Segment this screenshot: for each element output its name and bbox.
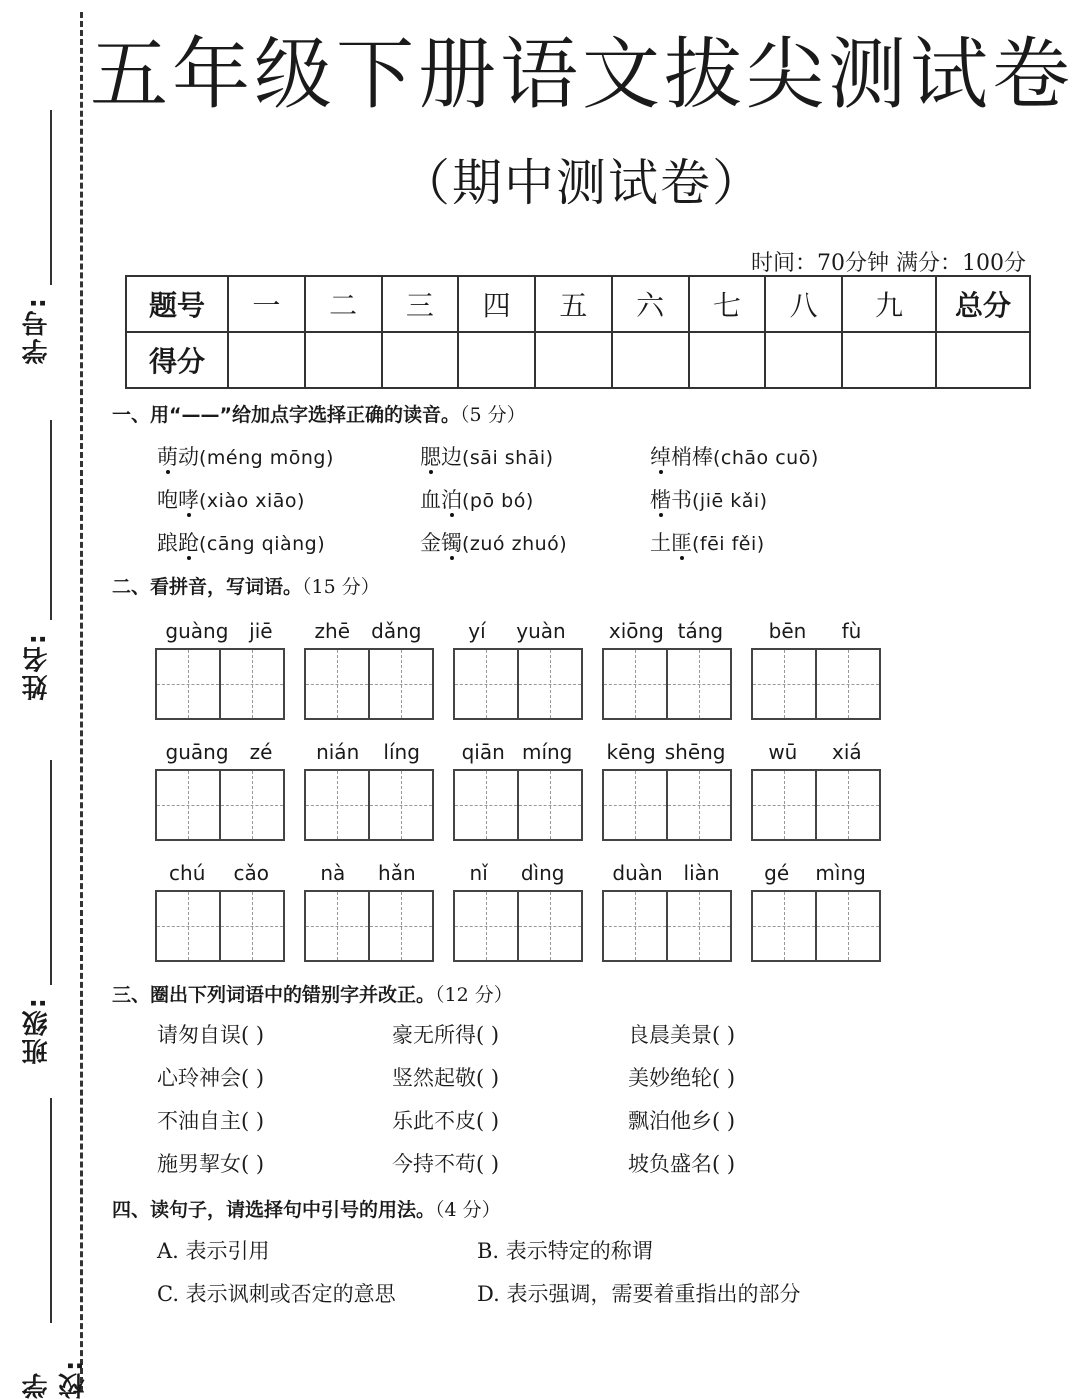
emphasis-dot — [659, 470, 663, 474]
writing-grid[interactable] — [304, 769, 434, 841]
item-pinyin-choices: (sāi shāi) — [462, 447, 554, 469]
item-word: 腮边 — [420, 445, 462, 469]
grid-cell[interactable] — [157, 650, 221, 718]
item-word: 金镯 — [420, 531, 462, 555]
grid-cell[interactable] — [604, 771, 668, 839]
item-word: 萌动 — [157, 445, 199, 469]
item-word: 土匪 — [650, 531, 692, 555]
pinyin-label — [155, 740, 283, 764]
pinyin-syllable: nà — [320, 861, 346, 885]
score-cell[interactable] — [612, 332, 689, 388]
pinyin-label — [453, 619, 581, 643]
pinyin-syllable: qiān — [461, 740, 505, 764]
score-table-score-row — [126, 332, 1030, 388]
item-pinyin-choices: (méng mōng) — [199, 447, 334, 469]
typo-item[interactable]: 飘泊他乡( ) — [628, 1109, 736, 1133]
option-b[interactable]: B. 表示特定的称谓 — [477, 1239, 653, 1263]
page-title: 五年级下册语文拔尖测试卷 — [90, 30, 1074, 120]
section3-title-text: 三、圈出下列词语中的错别字并改正。 — [112, 984, 436, 1006]
pinyin-syllable: nián — [316, 740, 360, 764]
writing-grid[interactable] — [602, 890, 732, 962]
student-no-fill-line — [50, 110, 52, 285]
pinyin-syllable: dìng — [520, 861, 565, 885]
score-cell[interactable] — [936, 332, 1030, 388]
pinyin-label — [453, 740, 581, 764]
grid-cell[interactable] — [370, 771, 432, 839]
pinyin-syllable: bēn — [768, 619, 807, 643]
pinyin-syllable: shēng — [664, 740, 726, 764]
section2-title-text: 二、看拼音，写词语。 — [112, 576, 303, 598]
section1-title — [112, 400, 526, 427]
score-cell[interactable] — [765, 332, 842, 388]
score-header-col: 六 — [612, 276, 689, 332]
school-fill-line — [50, 1098, 52, 1323]
pinyin-syllable: líng — [383, 740, 420, 764]
grid-cell[interactable] — [221, 771, 283, 839]
typo-item[interactable]: 心玲神会( ) — [157, 1066, 265, 1090]
pinyin-label — [602, 861, 730, 885]
writing-grid[interactable] — [304, 890, 434, 962]
pinyin-syllable: táng — [677, 619, 724, 643]
pinyin-syllable: jiē — [249, 619, 273, 643]
section1-points: （5 分） — [459, 404, 526, 426]
grid-cell[interactable] — [817, 892, 879, 960]
score-row-label: 得分 — [126, 332, 228, 388]
writing-grid[interactable] — [602, 648, 732, 720]
item-pinyin-choices: (zuó zhuó) — [462, 533, 568, 555]
score-cell[interactable] — [382, 332, 459, 388]
pinyin-syllable: xiōng — [608, 619, 664, 643]
school-label: 学校: — [22, 1358, 89, 1399]
pronunciation-item[interactable] — [650, 484, 768, 514]
grid-cell[interactable] — [519, 892, 581, 960]
grid-cell[interactable] — [306, 650, 370, 718]
writing-grid[interactable] — [453, 648, 583, 720]
pinyin-syllable: hǎn — [378, 861, 416, 885]
grid-cell[interactable] — [455, 771, 519, 839]
item-pinyin-choices: (xiào xiāo) — [199, 490, 305, 512]
section4-title-text: 四、读句子，请选择句中引号的用法。 — [112, 1199, 436, 1221]
score-header-col: 七 — [689, 276, 766, 332]
writing-grid[interactable] — [751, 769, 881, 841]
item-pinyin-choices: (chāo cuō) — [713, 447, 819, 469]
pronunciation-item[interactable] — [420, 441, 554, 471]
section2-title — [112, 572, 380, 599]
grid-cell[interactable] — [817, 771, 879, 839]
writing-grid[interactable] — [155, 648, 285, 720]
writing-grid[interactable] — [751, 890, 881, 962]
item-pinyin-choices: (pō bó) — [462, 490, 534, 512]
pinyin-syllable: guàng — [165, 619, 229, 643]
pinyin-syllable: duàn — [612, 861, 663, 885]
page-subtitle: （期中测试卷） — [400, 154, 764, 212]
student-no-label: 学号: — [22, 296, 52, 365]
emphasis-dot — [429, 470, 433, 474]
binding-dashed-line — [80, 12, 83, 1392]
score-cell[interactable] — [305, 332, 382, 388]
pinyin-syllable: fù — [841, 619, 862, 643]
pinyin-label — [602, 740, 730, 764]
typo-item[interactable]: 坡负盛名( ) — [628, 1152, 736, 1176]
grid-cell[interactable] — [157, 771, 221, 839]
pinyin-label — [751, 861, 879, 885]
pronunciation-item[interactable] — [157, 441, 334, 471]
pinyin-syllable: liàn — [683, 861, 720, 885]
typo-item[interactable]: 美妙绝轮( ) — [628, 1066, 736, 1090]
score-table — [125, 275, 1031, 389]
typo-item[interactable]: 良晨美景( ) — [628, 1023, 736, 1047]
item-word: 血泊 — [420, 488, 462, 512]
pinyin-syllable: yuàn — [516, 619, 566, 643]
pinyin-syllable: wū — [768, 740, 798, 764]
pronunciation-item[interactable] — [420, 527, 567, 557]
score-header-col: 一 — [228, 276, 305, 332]
score-header-col: 九 — [842, 276, 936, 332]
section2-points: （15 分） — [302, 576, 380, 598]
section1-title-text: 一、用“——”给加点字选择正确的读音。 — [112, 404, 460, 426]
pinyin-syllable: kēng — [606, 740, 656, 764]
score-cell[interactable] — [535, 332, 612, 388]
writing-grid[interactable] — [155, 769, 285, 841]
score-header-col: 三 — [382, 276, 459, 332]
pinyin-label — [304, 861, 432, 885]
item-word: 踉跄 — [157, 531, 199, 555]
grid-cell[interactable] — [455, 892, 519, 960]
section3-points: （12 分） — [435, 984, 513, 1006]
item-word: 咆哮 — [157, 488, 199, 512]
pronunciation-item[interactable] — [157, 484, 305, 514]
item-pinyin-choices: (cāng qiàng) — [199, 533, 326, 555]
grid-cell[interactable] — [668, 892, 730, 960]
pinyin-syllable: guāng — [165, 740, 229, 764]
score-table-header-row — [126, 276, 1030, 332]
item-pinyin-choices: (fēi fěi) — [692, 533, 765, 555]
score-cell[interactable] — [458, 332, 535, 388]
time-score-info: 时间：70分钟 满分：100分 — [751, 251, 1026, 276]
grid-cell[interactable] — [753, 771, 817, 839]
typo-item[interactable]: 施男挈女( ) — [157, 1152, 265, 1176]
pinyin-syllable: nǐ — [469, 861, 488, 885]
pinyin-label — [155, 861, 283, 885]
pinyin-label — [602, 619, 730, 643]
pinyin-syllable: xiá — [832, 740, 862, 764]
score-cell[interactable] — [842, 332, 936, 388]
writing-grid[interactable] — [602, 769, 732, 841]
grid-cell[interactable] — [753, 892, 817, 960]
typo-item[interactable]: 今持不苟( ) — [392, 1152, 500, 1176]
grid-cell[interactable] — [370, 892, 432, 960]
emphasis-dot — [680, 556, 684, 560]
item-word: 绰梢棒 — [650, 445, 713, 469]
score-header-label: 题号 — [126, 276, 228, 332]
grid-cell[interactable] — [221, 892, 283, 960]
emphasis-dot — [187, 513, 191, 517]
grid-cell[interactable] — [306, 771, 370, 839]
writing-grid[interactable] — [304, 648, 434, 720]
item-word: 楷书 — [650, 488, 692, 512]
emphasis-dot — [450, 556, 454, 560]
grid-cell[interactable] — [455, 650, 519, 718]
score-cell[interactable] — [689, 332, 766, 388]
grid-cell[interactable] — [157, 892, 221, 960]
grid-cell[interactable] — [668, 771, 730, 839]
pinyin-syllable: míng — [521, 740, 573, 764]
score-header-col: 二 — [305, 276, 382, 332]
pinyin-label — [304, 619, 432, 643]
typo-item[interactable]: 豪无所得( ) — [392, 1023, 500, 1047]
grid-cell[interactable] — [306, 892, 370, 960]
emphasis-dot — [659, 513, 663, 517]
option-a[interactable]: A. 表示引用 — [157, 1239, 270, 1263]
pronunciation-item[interactable] — [650, 441, 819, 471]
score-header-col: 五 — [535, 276, 612, 332]
pinyin-label — [155, 619, 283, 643]
writing-grid[interactable] — [453, 769, 583, 841]
name-fill-line — [50, 420, 52, 620]
pinyin-syllable: chú — [169, 861, 206, 885]
emphasis-dot — [187, 556, 191, 560]
typo-item[interactable]: 乐此不皮( ) — [392, 1109, 500, 1133]
grid-cell[interactable] — [370, 650, 432, 718]
emphasis-dot — [450, 513, 454, 517]
typo-item[interactable]: 不油自主( ) — [157, 1109, 265, 1133]
pronunciation-item[interactable] — [650, 527, 765, 557]
name-label: 姓名: — [22, 632, 52, 701]
grid-cell[interactable] — [519, 771, 581, 839]
grid-cell[interactable] — [221, 650, 283, 718]
option-d[interactable]: D. 表示强调，需要着重指出的部分 — [477, 1282, 801, 1306]
pinyin-syllable: zé — [249, 740, 273, 764]
pinyin-label — [304, 740, 432, 764]
emphasis-dot — [166, 470, 170, 474]
pinyin-syllable: gé — [764, 861, 790, 885]
pinyin-syllable: cǎo — [233, 861, 269, 885]
pinyin-syllable: dǎng — [371, 619, 422, 643]
grid-cell[interactable] — [604, 892, 668, 960]
pinyin-label — [751, 740, 879, 764]
pinyin-label — [453, 861, 581, 885]
writing-grid[interactable] — [751, 648, 881, 720]
writing-grid[interactable] — [155, 890, 285, 962]
option-c[interactable]: C. 表示讽刺或否定的意思 — [157, 1282, 396, 1306]
item-pinyin-choices: (jiē kǎi) — [692, 490, 768, 512]
grid-cell[interactable] — [753, 650, 817, 718]
grid-cell[interactable] — [604, 650, 668, 718]
score-header-total: 总分 — [936, 276, 1030, 332]
score-header-col: 四 — [458, 276, 535, 332]
section4-title — [112, 1195, 501, 1222]
score-header-col: 八 — [765, 276, 842, 332]
pronunciation-item[interactable] — [420, 484, 534, 514]
typo-item[interactable]: 竖然起敬( ) — [392, 1066, 500, 1090]
score-cell[interactable] — [228, 332, 305, 388]
pinyin-syllable: mìng — [815, 861, 866, 885]
pinyin-syllable: zhē — [314, 619, 351, 643]
grid-cell[interactable] — [817, 650, 879, 718]
section3-title — [112, 980, 513, 1007]
section4-points: （4 分） — [435, 1199, 501, 1221]
grid-cell[interactable] — [668, 650, 730, 718]
pinyin-syllable: yí — [468, 619, 486, 643]
class-label: 班级: — [22, 996, 52, 1065]
pronunciation-item[interactable] — [157, 527, 325, 557]
typo-item[interactable]: 请匆自误( ) — [157, 1023, 265, 1047]
grid-cell[interactable] — [519, 650, 581, 718]
writing-grid[interactable] — [453, 890, 583, 962]
pinyin-label — [751, 619, 879, 643]
class-fill-line — [50, 760, 52, 985]
